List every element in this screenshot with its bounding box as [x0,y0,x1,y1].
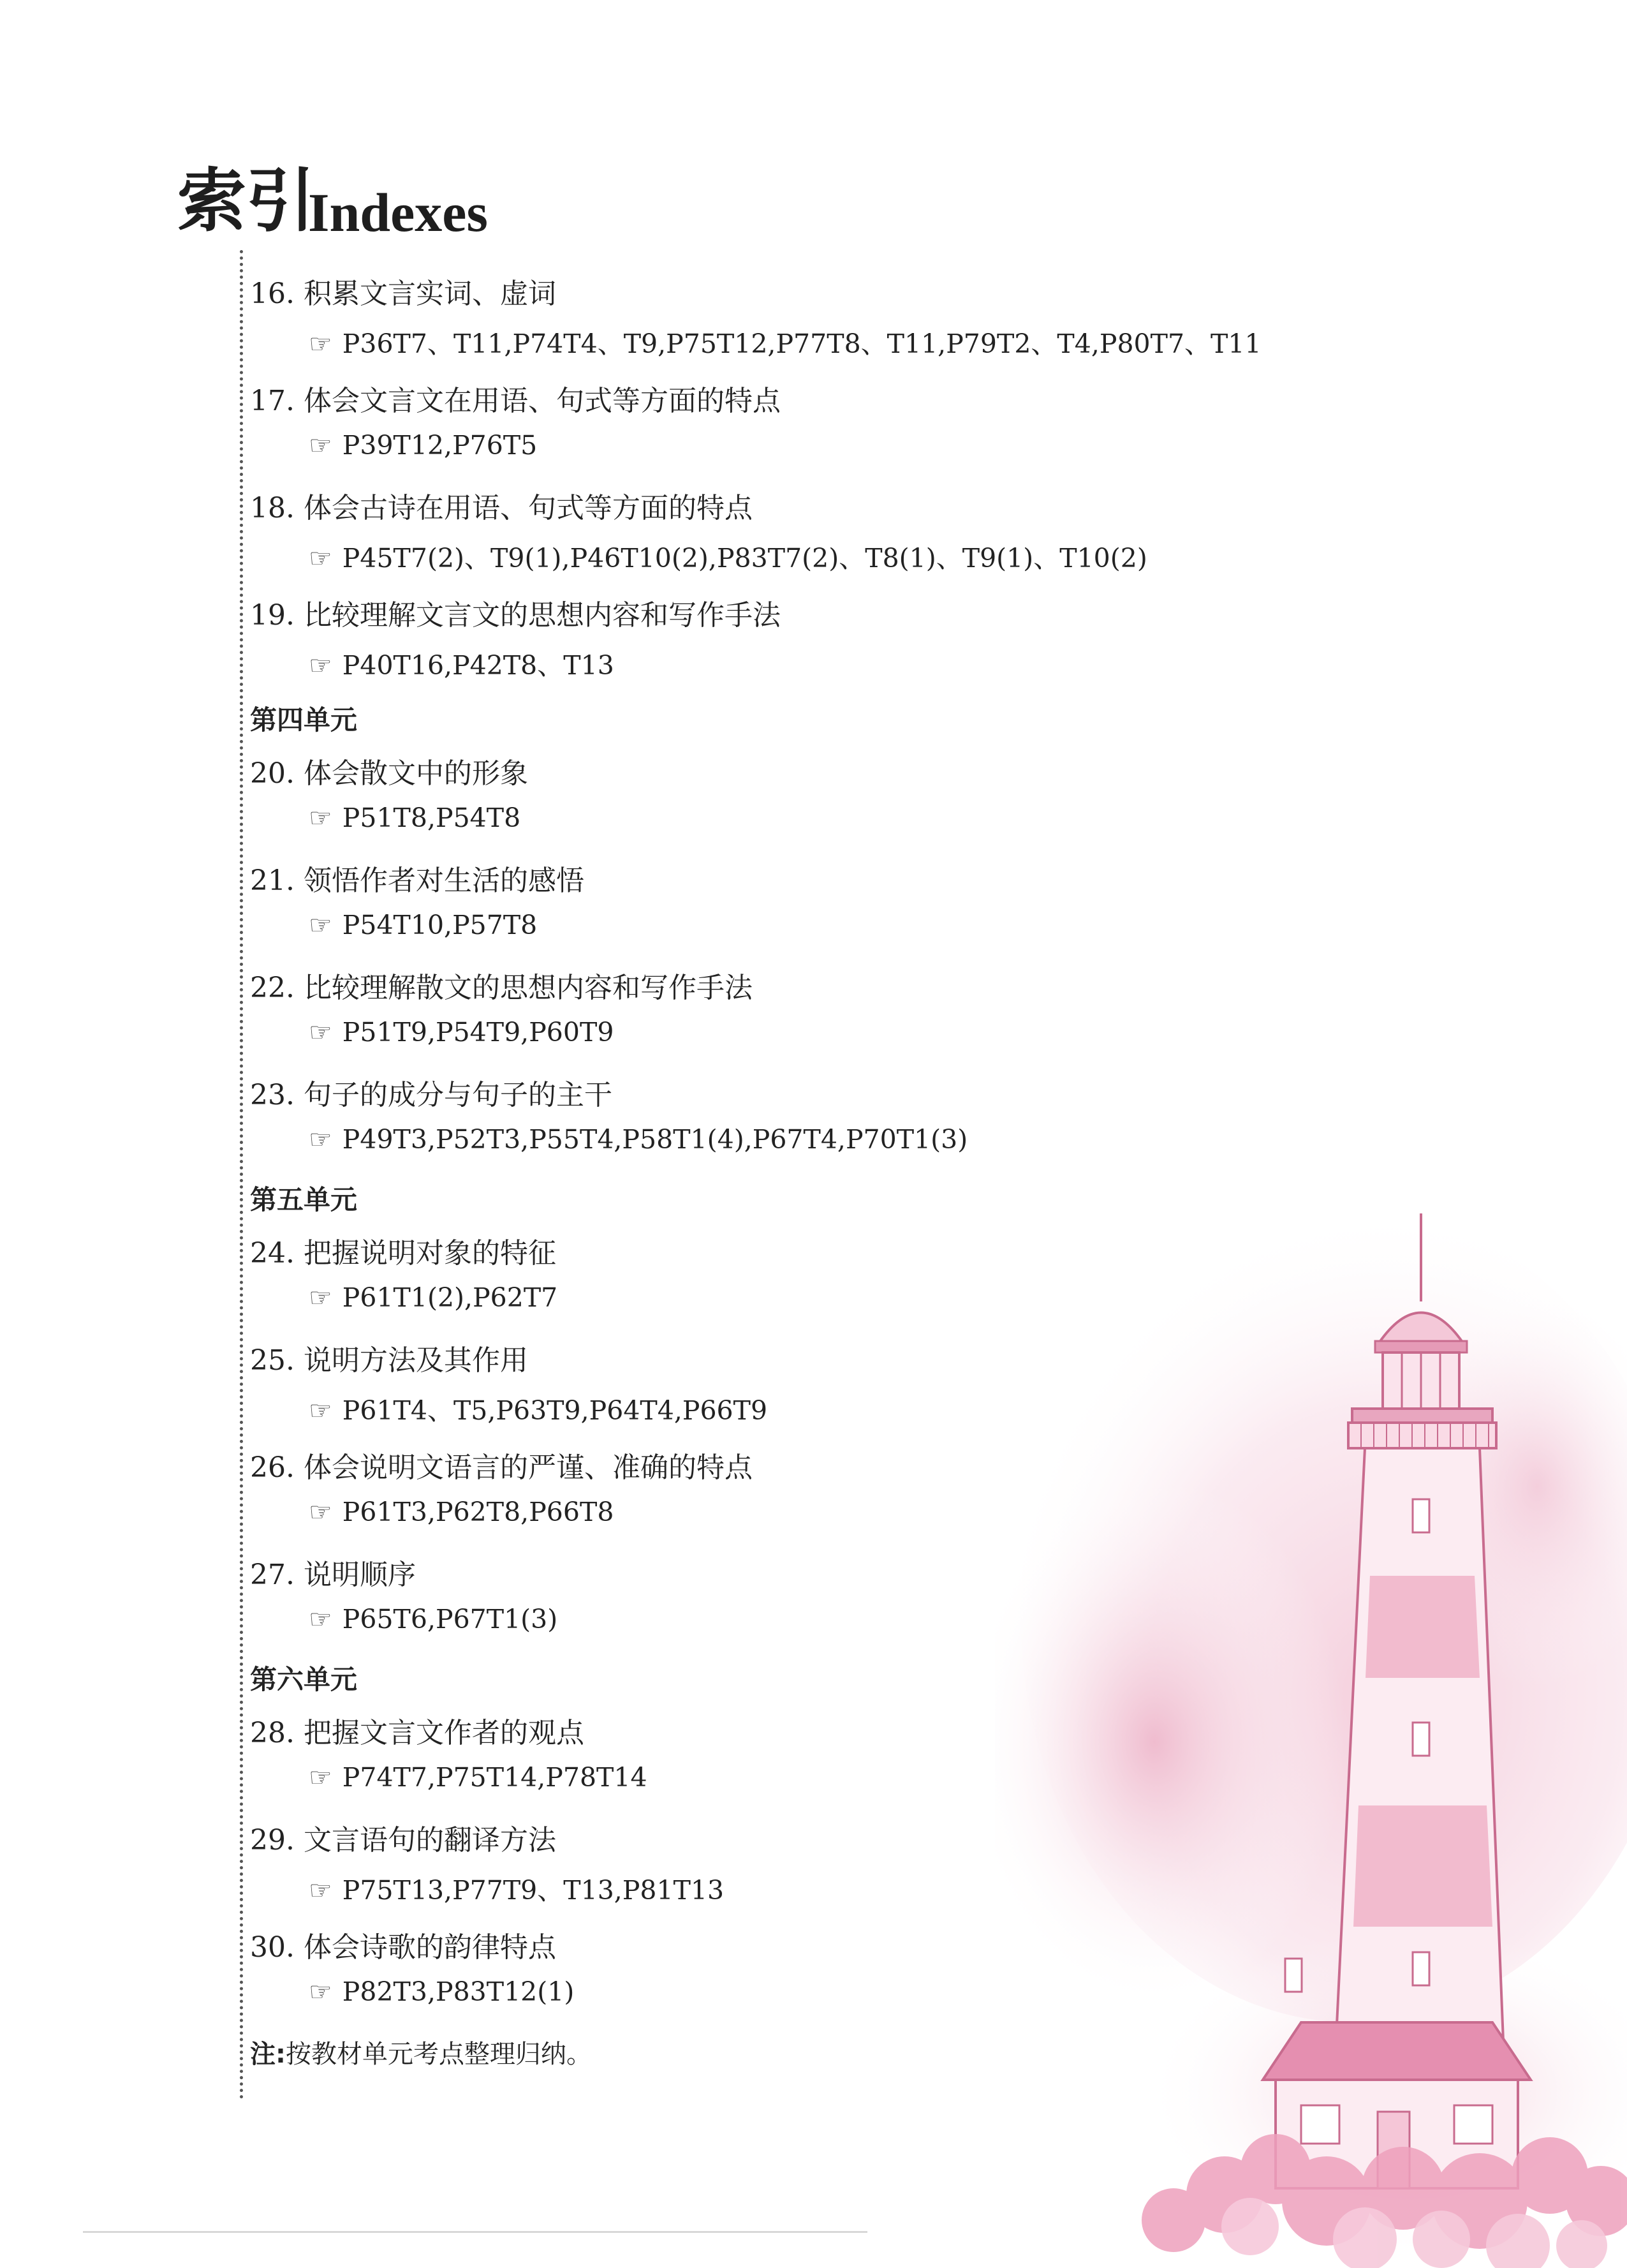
section-heading: 第四单元 [250,704,358,736]
reference-pages: P45T7(2)、T9(1),P46T10(2),P83T7(2)、T8(1)、T9(1)、T10(2) [342,543,1147,574]
index-item-reference [309,430,537,461]
title-chinese: 索引 [177,161,316,241]
index-item-reference [309,910,537,940]
pointing-hand-icon: ☞ [309,430,332,461]
reference-pages: P61T3,P62T8,P66T8 [342,1497,614,1527]
index-item-title: 29. 文言语句的翻译方法 [250,1824,556,1857]
bottom-divider [83,2231,867,2233]
index-item-title: 16. 积累文言实词、虚词 [250,278,556,310]
reference-pages: P61T4、T5,P63T9,P64T4,P66T9 [342,1395,768,1426]
pointing-hand-icon: ☞ [309,910,332,940]
index-item-reference [309,803,520,833]
index-item-title: 27. 说明顺序 [250,1559,416,1591]
pointing-hand-icon: ☞ [309,1282,332,1313]
section-heading: 第六单元 [250,1664,358,1695]
index-item-title: 19. 比较理解文言文的思想内容和写作手法 [250,599,781,632]
pointing-hand-icon: ☞ [309,1976,332,2007]
pointing-hand-icon: ☞ [309,1497,332,1527]
index-item-title: 21. 领悟作者对生活的感悟 [250,864,584,897]
lighthouse-illustration [995,1167,1627,2268]
reference-pages: P36T7、T11,P74T4、T9,P75T12,P77T8、T11,P79T2、T4,P80T7、T11 [342,329,1262,359]
index-item-reference [309,1869,724,1907]
pointing-hand-icon: ☞ [309,1017,332,1048]
index-item-reference [309,1017,614,1048]
index-item-reference [309,323,1262,360]
index-item-title: 23. 句子的成分与句子的主干 [250,1079,612,1111]
reference-pages: P65T6,P67T1(3) [342,1604,558,1634]
footnote [250,2034,592,2070]
pointing-hand-icon: ☞ [309,1875,332,1906]
pointing-hand-icon: ☞ [309,1762,332,1793]
index-item-title: 30. 体会诗歌的韵律特点 [250,1931,556,1964]
index-item-reference [309,537,1147,575]
dotted-margin-line [240,250,243,2100]
index-item-reference [309,1762,647,1793]
pointing-hand-icon: ☞ [309,650,332,681]
pointing-hand-icon: ☞ [309,1124,332,1155]
reference-pages: P49T3,P52T3,P55T4,P58T1(4),P67T4,P70T1(3) [342,1124,968,1155]
pointing-hand-icon: ☞ [309,329,332,359]
index-item-title: 25. 说明方法及其作用 [250,1344,528,1377]
index-item-reference [309,1604,557,1634]
index-item-title: 28. 把握文言文作者的观点 [250,1717,584,1749]
footnote-label: 注: [250,2040,286,2069]
index-item-title: 20. 体会散文中的形象 [250,757,528,790]
index-item-title: 24. 把握说明对象的特征 [250,1237,556,1270]
index-item-reference [309,1390,767,1427]
title-english: Indexes [308,182,488,243]
reference-pages: P54T10,P57T8 [342,910,538,940]
pointing-hand-icon: ☞ [309,803,332,833]
pointing-hand-icon: ☞ [309,1395,332,1426]
index-item-title: 18. 体会古诗在用语、句式等方面的特点 [250,492,753,524]
reference-pages: P82T3,P83T12(1) [342,1976,575,2007]
reference-pages: P74T7,P75T14,P78T14 [342,1762,647,1793]
index-item-reference [309,1497,614,1527]
footnote-text: 按教材单元考点整理归纳。 [286,2040,592,2069]
index-item-title: 22. 比较理解散文的思想内容和写作手法 [250,972,753,1004]
index-item-title: 26. 体会说明文语言的严谨、准确的特点 [250,1451,753,1484]
reference-pages: P40T16,P42T8、T13 [342,650,614,681]
pointing-hand-icon: ☞ [309,543,332,574]
index-item-reference [309,1976,574,2007]
reference-pages: P39T12,P76T5 [342,430,538,461]
reference-pages: P51T9,P54T9,P60T9 [342,1017,614,1048]
reference-pages: P61T1(2),P62T7 [342,1282,558,1313]
index-item-reference [309,644,614,682]
index-item-reference [309,1282,557,1313]
section-heading: 第五单元 [250,1184,358,1215]
index-item-reference [309,1124,968,1155]
pointing-hand-icon: ☞ [309,1604,332,1634]
index-item-title: 17. 体会文言文在用语、句式等方面的特点 [250,385,781,417]
reference-pages: P51T8,P54T8 [342,803,521,833]
reference-pages: P75T13,P77T9、T13,P81T13 [342,1875,725,1906]
